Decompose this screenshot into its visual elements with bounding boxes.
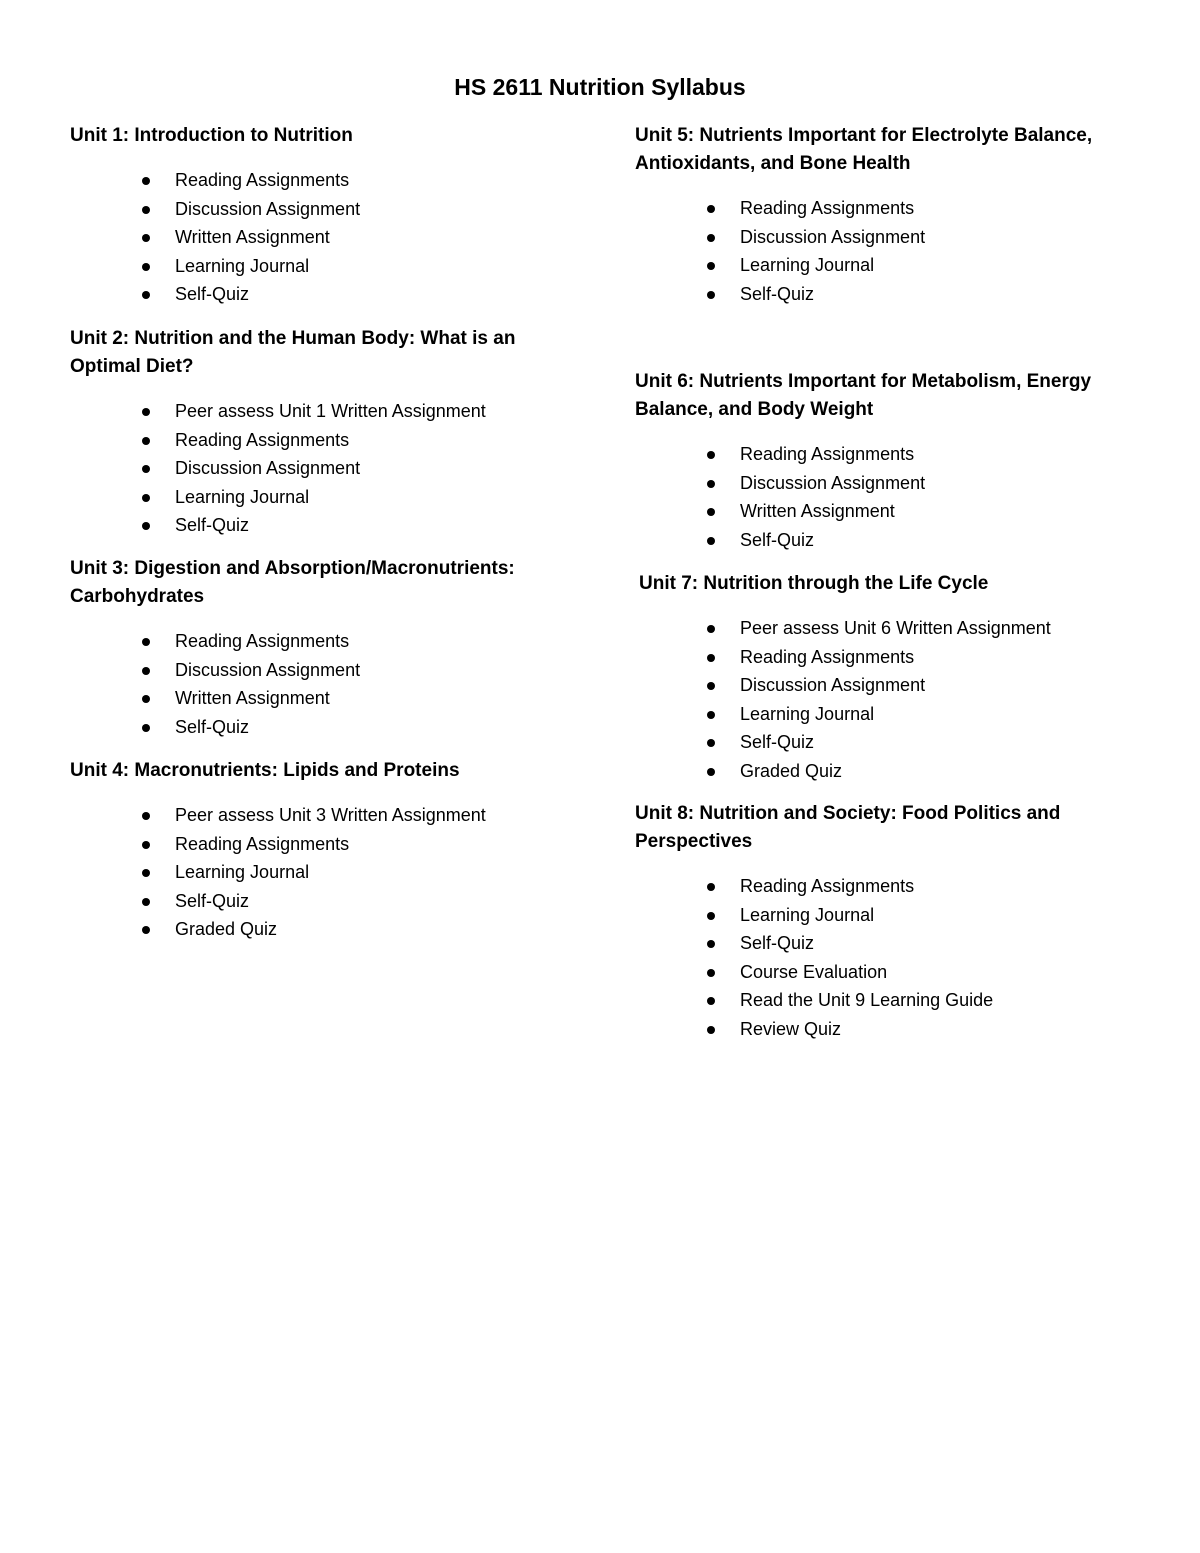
list-item: [70, 684, 540, 713]
list-item: [635, 614, 1129, 643]
item-label: Self-Quiz: [740, 732, 815, 752]
list-item: [70, 195, 540, 224]
list-item: [70, 656, 540, 685]
list-item: [70, 830, 540, 859]
bullet-icon: [707, 291, 715, 299]
bullet-icon: [707, 234, 715, 242]
task-list: [70, 166, 540, 309]
list-item: [70, 483, 540, 512]
bullet-icon: [142, 812, 150, 820]
unit-6-section: [635, 368, 1125, 554]
item-label: Written Assignment: [175, 227, 330, 247]
list-item: [70, 426, 540, 455]
unit-2-section: [70, 325, 540, 540]
item-label: Reading Assignments: [740, 198, 915, 218]
list-item: [70, 397, 540, 426]
item-label: Written Assignment: [175, 688, 330, 708]
bullet-icon: [707, 768, 715, 776]
bullet-icon: [142, 667, 150, 675]
bullet-icon: [707, 940, 715, 948]
item-label: Course Evaluation: [740, 961, 888, 982]
item-label: Discussion Assignment: [740, 226, 926, 247]
bullet-icon: [707, 654, 715, 662]
list-item: [70, 280, 540, 309]
list-item: [635, 194, 1125, 223]
list-item: [635, 497, 1125, 526]
unit-heading: Unit 1: Introduction to Nutrition: [70, 125, 353, 146]
list-item: [635, 251, 1125, 280]
list-item: [635, 643, 1129, 672]
list-item: [635, 700, 1129, 729]
bullet-icon: [707, 451, 715, 459]
unit-1-section: [70, 122, 540, 309]
bullet-icon: [707, 1026, 715, 1034]
list-item: [70, 713, 540, 742]
bullet-icon: [142, 263, 150, 271]
item-label: Peer assess Unit 1 Written Assignment: [175, 401, 486, 421]
list-item: [70, 801, 540, 830]
item-label: Learning Journal: [740, 703, 875, 724]
page-title: HS 2611 Nutrition Syllabus: [454, 74, 746, 100]
bullet-icon: [707, 262, 715, 270]
task-list: [70, 627, 540, 741]
list-item: [635, 280, 1125, 309]
unit-heading: Unit 2: Nutrition and the Human Body: What is an Optimal Diet?: [70, 328, 516, 377]
bullet-icon: [707, 711, 715, 719]
unit-8-section: [635, 800, 1125, 1043]
unit-7-section: [639, 570, 1129, 785]
bullet-icon: [142, 206, 150, 214]
unit-heading: Unit 4: Macronutrients: Lipids and Proteins: [70, 760, 460, 781]
list-item: [635, 958, 1125, 987]
item-label: Reading Assignments: [175, 631, 350, 651]
list-item: [635, 440, 1125, 469]
bullet-icon: [707, 625, 715, 633]
bullet-icon: [142, 724, 150, 732]
bullet-icon: [142, 494, 150, 502]
bullet-icon: [707, 682, 715, 690]
item-label: Self-Quiz: [740, 933, 815, 953]
bullet-icon: [142, 898, 150, 906]
bullet-icon: [707, 997, 715, 1005]
list-item: [635, 986, 1125, 1015]
item-label: Reading Assignments: [175, 833, 350, 854]
list-item: [635, 223, 1125, 252]
item-label: Reading Assignments: [175, 429, 350, 450]
list-item: [635, 1015, 1125, 1044]
item-label: Learning Journal: [175, 862, 310, 882]
list-item: [635, 757, 1129, 786]
item-label: Reading Assignments: [740, 876, 915, 896]
list-item: [70, 858, 540, 887]
item-label: Self-Quiz: [175, 716, 250, 737]
item-label: Discussion Assignment: [740, 675, 926, 695]
item-label: Graded Quiz: [175, 919, 278, 939]
bullet-icon: [142, 695, 150, 703]
unit-heading: Unit 5: Nutrients Important for Electrolyte Balance, Antioxidants, and Bone Health: [635, 125, 1093, 174]
unit-heading: Unit 6: Nutrients Important for Metabolism, Energy Balance, and Body Weight: [635, 371, 1092, 420]
item-label: Learning Journal: [175, 255, 310, 276]
item-label: Reading Assignments: [740, 444, 915, 464]
bullet-icon: [707, 739, 715, 747]
item-label: Learning Journal: [740, 904, 875, 925]
item-label: Written Assignment: [740, 501, 895, 521]
item-label: Self-Quiz: [175, 284, 250, 304]
task-list: [635, 194, 1125, 308]
item-label: Review Quiz: [740, 1018, 842, 1039]
unit-heading: Unit 8: Nutrition and Society: Food Politics and Perspectives: [635, 803, 1061, 852]
bullet-icon: [142, 177, 150, 185]
bullet-icon: [142, 465, 150, 473]
item-label: Self-Quiz: [175, 515, 250, 535]
bullet-icon: [707, 912, 715, 920]
bullet-icon: [142, 408, 150, 416]
item-label: Discussion Assignment: [175, 198, 361, 219]
item-label: Reading Assignments: [740, 646, 915, 667]
bullet-icon: [142, 234, 150, 242]
item-label: Peer assess Unit 6 Written Assignment: [740, 618, 1051, 638]
item-label: Peer assess Unit 3 Written Assignment: [175, 805, 486, 825]
item-label: Read the Unit 9 Learning Guide: [740, 990, 994, 1010]
bullet-icon: [707, 480, 715, 488]
item-label: Learning Journal: [175, 486, 310, 507]
list-item: [635, 728, 1129, 757]
unit-4-section: [70, 757, 540, 944]
unit-3-section: [70, 555, 540, 741]
task-list: [635, 440, 1125, 554]
bullet-icon: [142, 841, 150, 849]
item-label: Reading Assignments: [175, 170, 350, 190]
bullet-icon: [707, 205, 715, 213]
bullet-icon: [142, 926, 150, 934]
item-label: Self-Quiz: [740, 529, 815, 550]
task-list: [70, 801, 540, 944]
list-item: [635, 901, 1125, 930]
unit-heading: Unit 7: Nutrition through the Life Cycle: [639, 573, 989, 594]
list-item: [635, 469, 1125, 498]
item-label: Self-Quiz: [740, 283, 815, 304]
list-item: [70, 166, 540, 195]
bullet-icon: [142, 869, 150, 877]
unit-5-section: [635, 122, 1125, 308]
list-item: [70, 511, 540, 540]
item-label: Learning Journal: [740, 255, 875, 275]
bullet-icon: [142, 638, 150, 646]
list-item: [70, 454, 540, 483]
list-item: [70, 252, 540, 281]
list-item: [70, 627, 540, 656]
unit-heading: Unit 3: Digestion and Absorption/Macronutrients: Carbohydrates: [70, 558, 515, 607]
bullet-icon: [707, 537, 715, 545]
bullet-icon: [142, 291, 150, 299]
list-item: [635, 526, 1125, 555]
task-list: [635, 614, 1129, 785]
task-list: [70, 397, 540, 540]
item-label: Graded Quiz: [740, 760, 843, 781]
item-label: Discussion Assignment: [175, 659, 361, 680]
item-label: Discussion Assignment: [175, 458, 361, 478]
item-label: Self-Quiz: [175, 890, 250, 911]
bullet-icon: [707, 883, 715, 891]
list-item: [635, 872, 1125, 901]
list-item: [70, 223, 540, 252]
list-item: [70, 915, 540, 944]
bullet-icon: [142, 522, 150, 530]
list-item: [635, 929, 1125, 958]
item-label: Discussion Assignment: [740, 472, 926, 493]
bullet-icon: [707, 508, 715, 516]
list-item: [635, 671, 1129, 700]
bullet-icon: [142, 437, 150, 445]
task-list: [635, 872, 1125, 1043]
bullet-icon: [707, 969, 715, 977]
list-item: [70, 887, 540, 916]
